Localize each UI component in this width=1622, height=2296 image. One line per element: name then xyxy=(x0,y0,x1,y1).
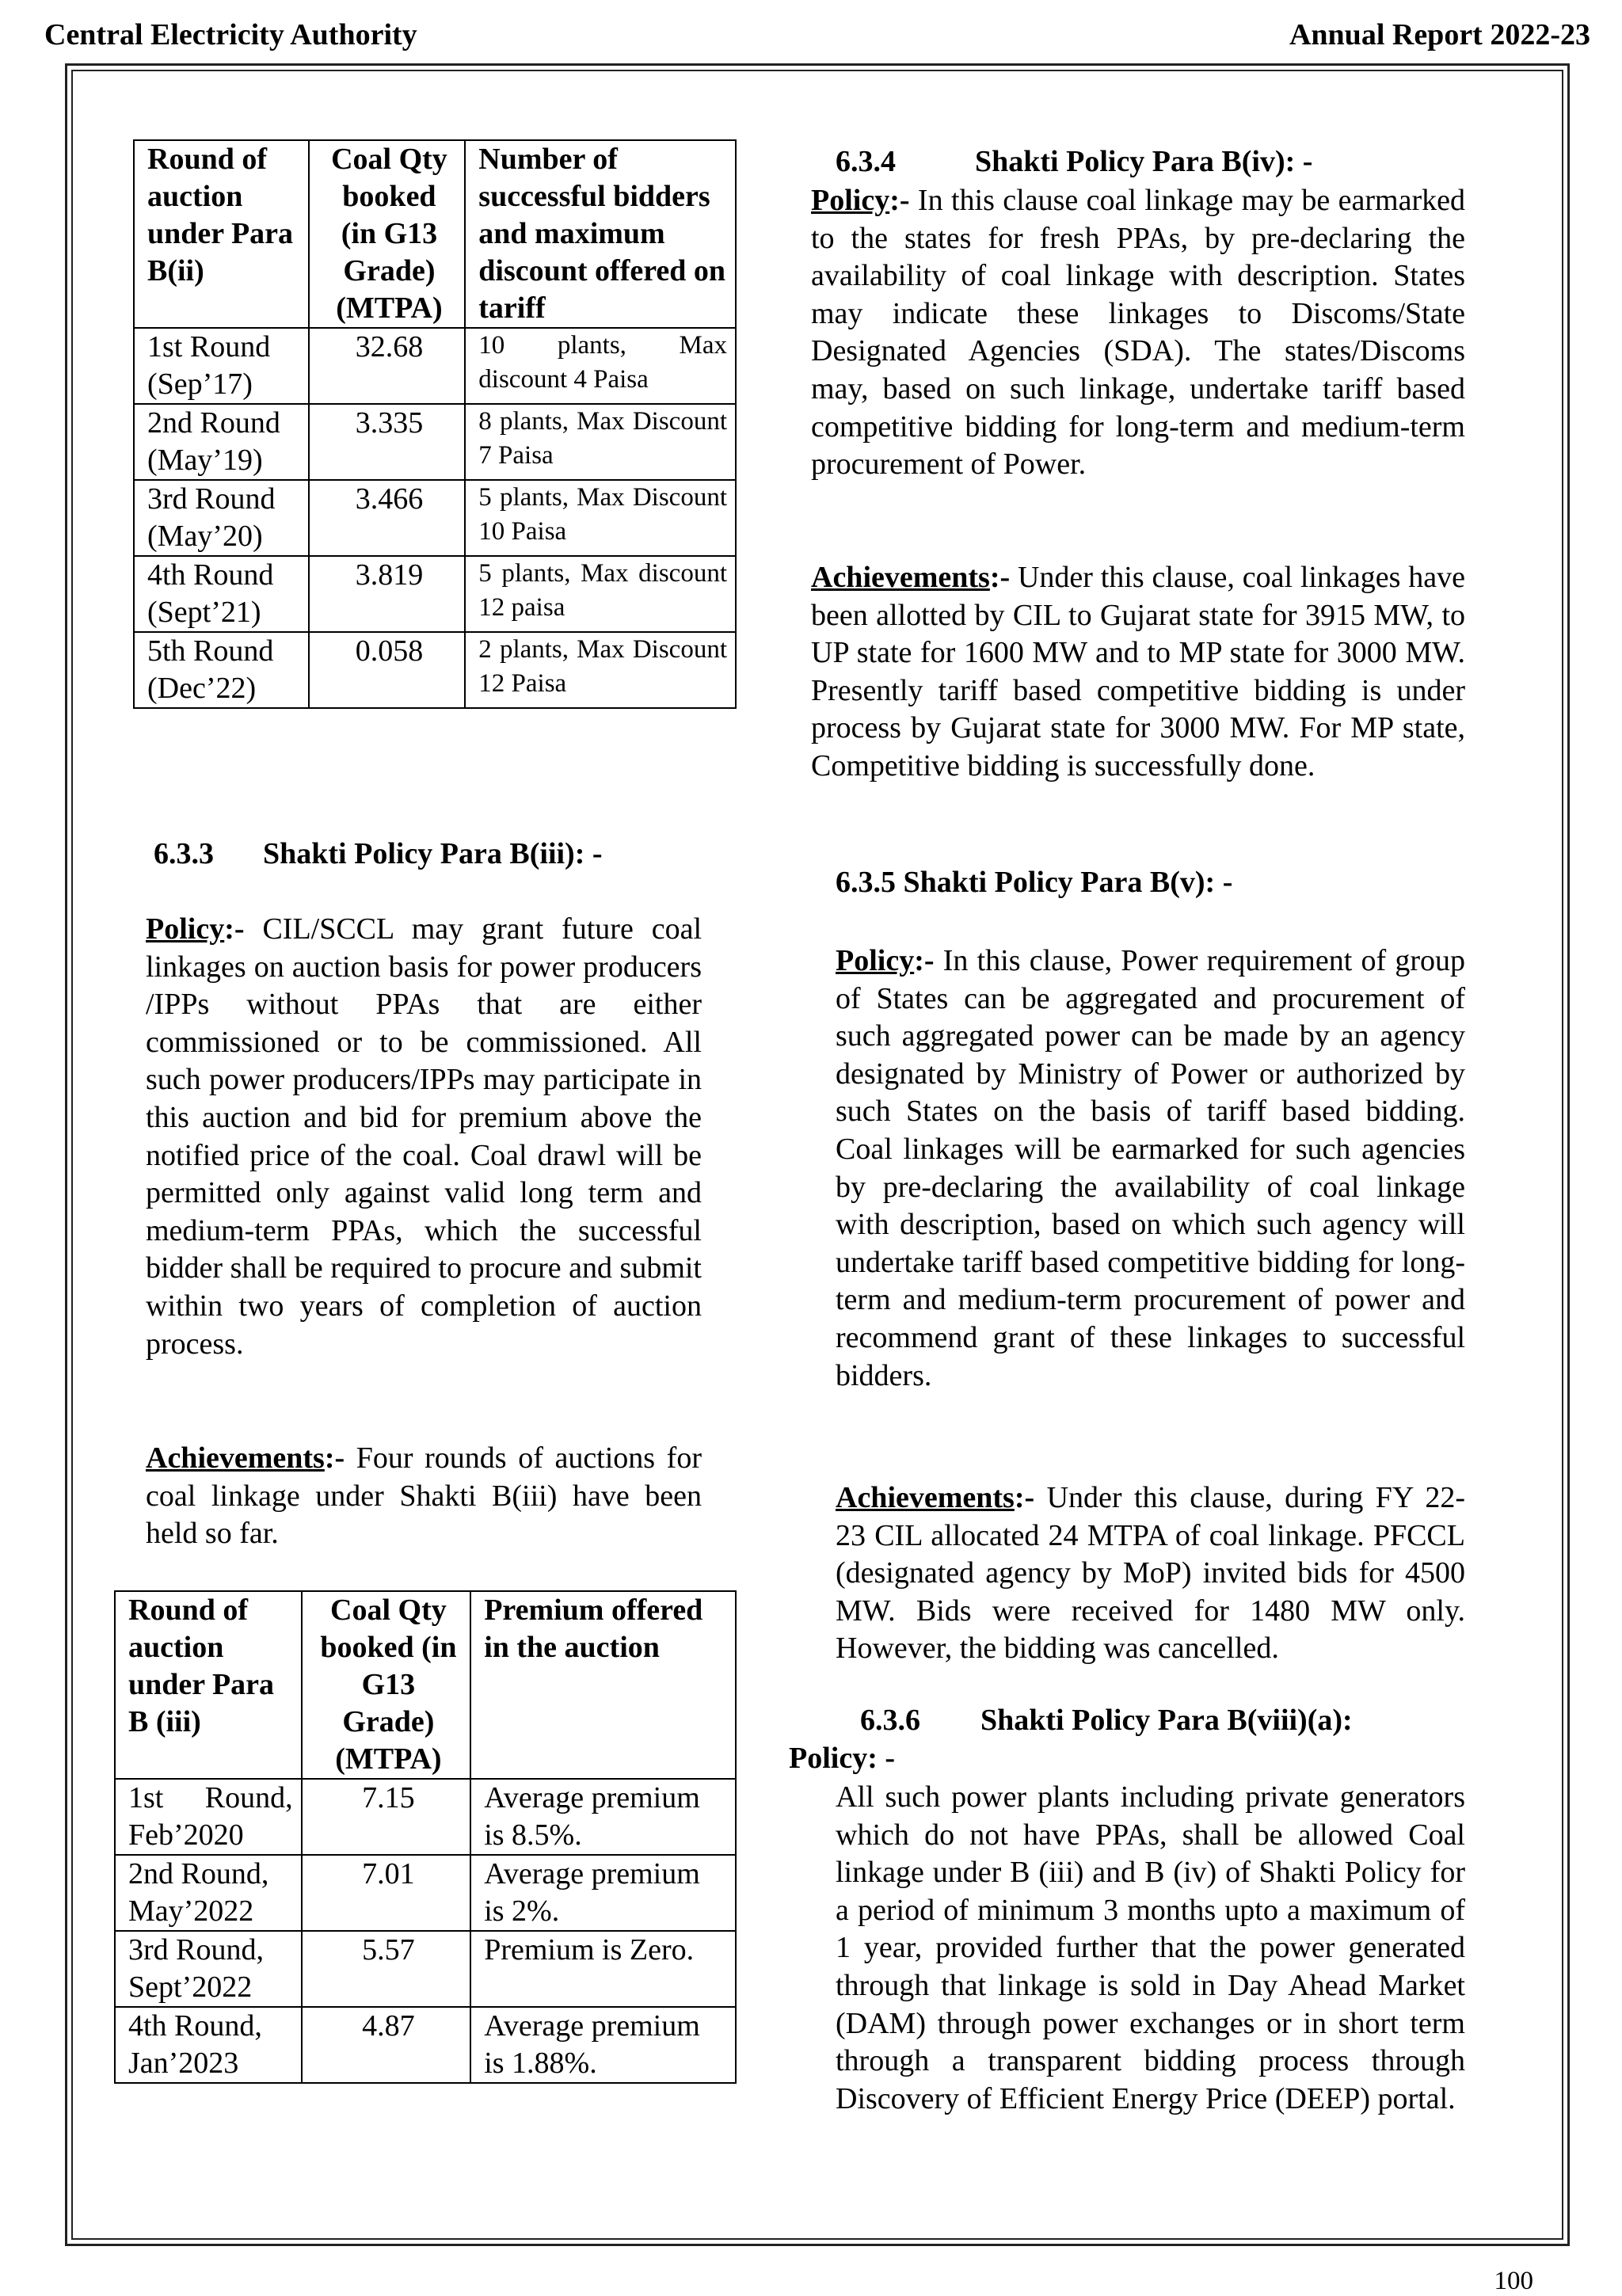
cell-qty: 3.466 xyxy=(309,480,466,556)
policy-separator: :- xyxy=(224,912,245,946)
section-number: 6.3.4 xyxy=(836,145,896,178)
table-row xyxy=(134,632,736,708)
cell-qty: 7.01 xyxy=(302,1855,471,1931)
col-header-coal-qty: Coal Qty booked (in G13 Grade) (MTPA) xyxy=(309,140,466,328)
cell-result: 10 plants, Max discount 4 Paisa xyxy=(465,328,736,404)
cell-round: 3rd Round, Sept’2022 xyxy=(115,1931,302,2007)
cell-round: 4th Round (Sept’21) xyxy=(134,556,309,632)
policy-text: In this clause, Power requirement of group of States can be aggregated and procurement of such aggregated power can be made by an agency designated by Ministry of Power or authorized by such States on the basis of tariff based bidding. Coal linkages will be earmarked for such agencies by pre-declaring the availability of coal linkage with description, based on which such agency will undertake tariff based competitive bidding for long-term and medium-term procurement of power and recommend grant of these linkages to successful bidders. xyxy=(836,944,1465,1392)
section-heading-633 xyxy=(154,836,603,871)
policy-heading-636: Policy: - xyxy=(789,1742,896,1775)
policy-label: Policy xyxy=(811,184,890,217)
section-title: Shakti Policy Para B(iii): - xyxy=(263,837,603,870)
policy-label: Policy xyxy=(836,944,915,977)
achievements-separator: :- xyxy=(324,1441,345,1475)
achievements-label: Achievements xyxy=(146,1441,325,1475)
section-number: 6.3.6 xyxy=(860,1704,920,1737)
policy-text: All such power plants including private generators which do not have PPAs, shall be allowed Coal linkage under B (iii) and B (iv) of Shakti Policy for a period of minimum 3 months upto a maximum of 1 year, provided further that the power generated through that linkage is sold in Day Ahead Market (DAM) through power exchanges or in short term through a transparent bidding process through Discovery of Efficient Energy Price (DEEP) portal. xyxy=(836,1780,1465,2115)
section-heading-635 xyxy=(836,865,1232,900)
achievements-paragraph-633 xyxy=(146,1440,702,1553)
policy-text: In this clause coal linkage may be earmarked to the states for fresh PPAs, by pre-declaring the availability of coal linkage with description. States may indicate these linkages to Discoms/State Designated Agencies (SDA). The states/Discoms may, based on such linkage, undertake tariff based competitive bidding for long-term and medium-term procurement of Power. xyxy=(811,184,1465,482)
policy-paragraph-633 xyxy=(146,911,702,1363)
achievements-paragraph-635 xyxy=(836,1479,1465,1668)
col-header-round: Round of auction under Para B(ii) xyxy=(134,140,309,328)
policy-paragraph-636 xyxy=(836,1779,1465,2118)
header-report-title: Annual Report 2022-23 xyxy=(1289,18,1590,51)
achievements-text: Under this clause, during FY 22-23 CIL allocated 24 MTPA of coal linkage. PFCCL (designated agency by MoP) invited bids for 4500 MW. Bids were received for 1480 MW only. However, the bidding was cancelled. xyxy=(836,1481,1466,1666)
achievements-paragraph-634 xyxy=(811,559,1465,786)
policy-label: Policy xyxy=(146,912,225,946)
achievements-text: Under this clause, coal linkages have been allotted by CIL to Gujarat state for 3915 MW, to UP state for 1600 MW and to MP state for 3000 MW. Presently tariff based competitive bidding is under process by Gujarat state for 3000 MW. For MP state, Competitive bidding is successfully done. xyxy=(811,561,1465,782)
cell-round: 3rd Round (May’20) xyxy=(134,480,309,556)
cell-round: 2nd Round, May’2022 xyxy=(115,1855,302,1931)
table-para-bii xyxy=(133,139,737,709)
cell-result: 5 plants, Max Discount 10 Paisa xyxy=(465,480,736,556)
col-header-bidders-discount: Number of successful bidders and maximum discount offered on tariff xyxy=(465,140,736,328)
section-title: Shakti Policy Para B(v): - xyxy=(903,866,1233,899)
table-row xyxy=(115,2007,736,2083)
cell-result: 2 plants, Max Discount 12 Paisa xyxy=(465,632,736,708)
header-org-name: Central Electricity Authority xyxy=(44,18,417,51)
col-header-premium: Premium offered in the auction xyxy=(470,1591,736,1779)
cell-qty: 32.68 xyxy=(309,328,466,404)
section-title: Shakti Policy Para B(iv): - xyxy=(975,145,1313,178)
cell-qty: 3.819 xyxy=(309,556,466,632)
table-row xyxy=(115,1779,736,1855)
cell-result: Average premium is 2%. xyxy=(470,1855,736,1931)
table-row xyxy=(115,1855,736,1931)
cell-round: 1st Round, Feb’2020 xyxy=(115,1779,302,1855)
table-row xyxy=(134,480,736,556)
section-number: 6.3.5 xyxy=(836,866,896,899)
cell-round: 1st Round (Sep’17) xyxy=(134,328,309,404)
cell-qty: 7.15 xyxy=(302,1779,471,1855)
cell-round: 2nd Round (May’19) xyxy=(134,404,309,480)
cell-qty: 4.87 xyxy=(302,2007,471,2083)
achievements-label: Achievements xyxy=(836,1481,1015,1514)
table-para-biii xyxy=(114,1590,737,2084)
policy-separator: :- xyxy=(889,184,910,217)
cell-qty: 0.058 xyxy=(309,632,466,708)
table-row xyxy=(134,556,736,632)
col-header-round: Round of auction under Para B (iii) xyxy=(115,1591,302,1779)
achievements-text: Four rounds of auctions for coal linkage under Shakti B(iii) have been held so far. xyxy=(146,1441,702,1551)
col-header-coal-qty: Coal Qty booked (in G13 Grade) (MTPA) xyxy=(302,1591,471,1779)
cell-round: 4th Round, Jan’2023 xyxy=(115,2007,302,2083)
achievements-separator: :- xyxy=(989,561,1011,594)
section-heading-634 xyxy=(836,144,1312,179)
achievements-separator: :- xyxy=(1014,1481,1035,1514)
cell-result: Average premium is 1.88%. xyxy=(470,2007,736,2083)
policy-paragraph-634 xyxy=(811,182,1465,484)
policy-paragraph-635 xyxy=(836,942,1465,1395)
cell-qty: 5.57 xyxy=(302,1931,471,2007)
policy-separator: :- xyxy=(914,944,935,977)
section-heading-636 xyxy=(860,1703,1353,1738)
cell-result: Premium is Zero. xyxy=(470,1931,736,2007)
section-title: Shakti Policy Para B(viii)(a): xyxy=(980,1704,1353,1737)
table-row xyxy=(115,1931,736,2007)
table-row xyxy=(134,328,736,404)
policy-text: CIL/SCCL may grant future coal linkages on auction basis for power producers /IPPs without PPAs that are either commissioned or to be commissioned. All such power producers/IPPs may participate in this auction and bid for premium above the notified price of the coal. Coal drawl will be permitted only against valid long term and medium-term PPAs, which the successful bidder shall be required to procure and submit within two years of completion of auction process. xyxy=(146,912,702,1361)
cell-result: 8 plants, Max Discount 7 Paisa xyxy=(465,404,736,480)
cell-round: 5th Round (Dec’22) xyxy=(134,632,309,708)
cell-result: 5 plants, Max discount 12 paisa xyxy=(465,556,736,632)
table-row xyxy=(134,404,736,480)
cell-qty: 3.335 xyxy=(309,404,466,480)
cell-result: Average premium is 8.5%. xyxy=(470,1779,736,1855)
section-number: 6.3.3 xyxy=(154,837,214,870)
achievements-label: Achievements xyxy=(811,561,990,594)
table-header-row xyxy=(115,1591,736,1779)
page-number: 100 xyxy=(1494,2267,1533,2295)
table-header-row xyxy=(134,140,736,328)
